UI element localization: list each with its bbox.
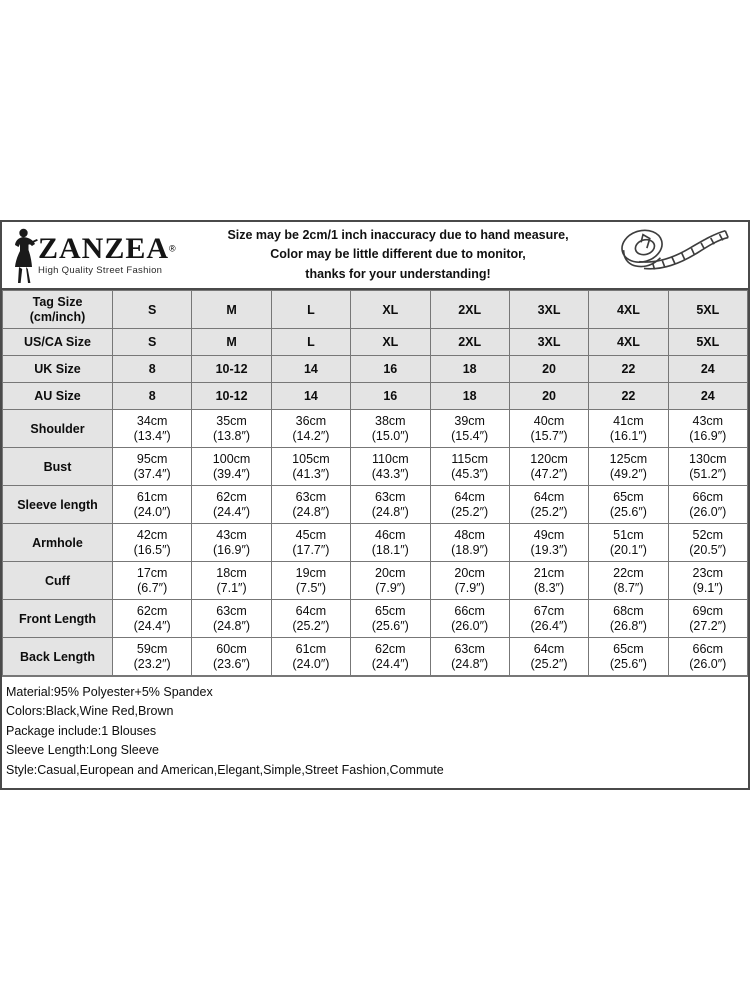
size-table-body	[3, 291, 748, 676]
value-inch: (15.0″)	[371, 428, 409, 443]
value-inch: (49.2″)	[609, 466, 647, 481]
row-label-cuff: Cuff	[3, 562, 113, 600]
cell-au-2xl: 18	[430, 383, 509, 410]
value-inch: (27.2″)	[689, 618, 727, 633]
value-inch: (8.3″)	[533, 580, 565, 595]
registered-trademark-icon: ®	[169, 243, 176, 254]
row-label-front-length: Front Length	[3, 600, 113, 638]
brand-logo-text	[38, 234, 176, 276]
value-cm: 63cm	[295, 489, 327, 504]
row-label-line-1: Tag Size	[32, 294, 83, 309]
value-cm: 22cm	[613, 565, 644, 580]
cell-shoulder-4xl	[589, 410, 668, 448]
cell-uk-5xl: 24	[668, 356, 747, 383]
value-inch: (26.0″)	[451, 618, 489, 633]
cell-cuff-5xl	[668, 562, 747, 600]
row-label-au-size: AU Size	[3, 383, 113, 410]
cell-bust-5xl	[668, 448, 747, 486]
value-inch: (7.9″)	[454, 580, 485, 595]
row-label-armhole: Armhole	[3, 524, 113, 562]
value-inch: (23.6″)	[213, 656, 251, 671]
cell-us-ca-3xl: 3XL	[509, 329, 588, 356]
value-inch: (37.4″)	[133, 466, 171, 481]
cell-cuff-m	[192, 562, 271, 600]
brand-wordmark: ZANZEA	[38, 232, 170, 265]
value-inch: (16.9″)	[689, 428, 727, 443]
value-cm: 43cm	[692, 413, 724, 428]
value-inch: (25.2″)	[451, 504, 489, 519]
cell-front-s	[113, 600, 192, 638]
cell-front-m	[192, 600, 271, 638]
spec-package: Package include:1 Blouses	[6, 723, 157, 738]
value-cm: 46cm	[375, 527, 406, 542]
cell-shoulder-2xl	[430, 410, 509, 448]
value-cm: 100cm	[212, 451, 251, 466]
cell-armhole-m	[192, 524, 271, 562]
value-cm: 43cm	[216, 527, 247, 542]
cell-bust-xl	[351, 448, 430, 486]
value-cm: 20cm	[454, 565, 485, 580]
cell-bust-m	[192, 448, 271, 486]
cell-us-ca-5xl: 5XL	[668, 329, 747, 356]
value-inch: (25.6″)	[609, 656, 647, 671]
value-cm: 45cm	[295, 527, 327, 542]
cell-shoulder-3xl	[509, 410, 588, 448]
value-inch: (15.7″)	[530, 428, 568, 443]
row-label-tag-size	[3, 291, 113, 329]
cell-back-xl	[351, 638, 430, 676]
value-cm: 63cm	[375, 489, 406, 504]
cell-au-5xl: 24	[668, 383, 747, 410]
value-cm: 62cm	[136, 603, 168, 618]
cell-sleeve-m	[192, 486, 271, 524]
cell-armhole-s	[113, 524, 192, 562]
value-inch: (18.1″)	[371, 542, 409, 557]
row-label-uk-size: UK Size	[3, 356, 113, 383]
value-cm: 23cm	[692, 565, 724, 580]
value-inch: (51.2″)	[689, 466, 727, 481]
table-row-shoulder	[3, 410, 748, 448]
value-inch: (14.2″)	[292, 428, 330, 443]
value-inch: (6.7″)	[137, 580, 168, 595]
value-inch: (39.4″)	[213, 466, 251, 481]
cell-back-3xl	[509, 638, 588, 676]
cell-uk-xl: 16	[351, 356, 430, 383]
value-cm: 120cm	[530, 451, 568, 466]
value-inch: (13.4″)	[133, 428, 171, 443]
value-cm: 61cm	[295, 641, 327, 656]
table-row-armhole	[3, 524, 748, 562]
cell-cuff-2xl	[430, 562, 509, 600]
table-row-us-ca-size	[3, 329, 748, 356]
value-inch: (24.8″)	[292, 504, 330, 519]
row-label-sleeve-length: Sleeve length	[3, 486, 113, 524]
row-label-back-length: Back Length	[3, 638, 113, 676]
cell-bust-l	[271, 448, 350, 486]
value-inch: (24.0″)	[292, 656, 330, 671]
table-row-bust	[3, 448, 748, 486]
row-label-line-2: (cm/inch)	[29, 309, 86, 324]
cell-us-ca-m: M	[192, 329, 271, 356]
row-label-us-ca-size: US/CA Size	[3, 329, 113, 356]
value-cm: 64cm	[533, 641, 565, 656]
value-cm: 69cm	[692, 603, 724, 618]
cell-uk-m: 10-12	[192, 356, 271, 383]
row-label-shoulder: Shoulder	[3, 410, 113, 448]
value-cm: 34cm	[136, 413, 168, 428]
value-cm: 52cm	[692, 527, 724, 542]
cell-cuff-xl	[351, 562, 430, 600]
value-cm: 35cm	[216, 413, 247, 428]
cell-sleeve-4xl	[589, 486, 668, 524]
cell-au-3xl: 20	[509, 383, 588, 410]
value-cm: 41cm	[613, 413, 644, 428]
value-inch: (20.5″)	[689, 542, 727, 557]
cell-sleeve-5xl	[668, 486, 747, 524]
brand-logo	[2, 227, 198, 283]
value-cm: 95cm	[136, 451, 168, 466]
value-cm: 63cm	[216, 603, 247, 618]
cell-bust-s	[113, 448, 192, 486]
cell-armhole-5xl	[668, 524, 747, 562]
cell-back-s	[113, 638, 192, 676]
cell-us-ca-4xl: 4XL	[589, 329, 668, 356]
cell-au-m: 10-12	[192, 383, 271, 410]
cell-armhole-4xl	[589, 524, 668, 562]
value-cm: 115cm	[451, 451, 488, 466]
value-cm: 61cm	[136, 489, 168, 504]
value-inch: (25.2″)	[530, 656, 568, 671]
value-inch: (16.9″)	[213, 542, 251, 557]
product-specs	[2, 676, 748, 788]
cell-cuff-4xl	[589, 562, 668, 600]
cell-us-ca-2xl: 2XL	[430, 329, 509, 356]
value-cm: 62cm	[375, 641, 406, 656]
table-row-cuff	[3, 562, 748, 600]
cell-back-4xl	[589, 638, 668, 676]
cell-tag-size-3xl: 3XL	[509, 291, 588, 329]
cell-front-5xl	[668, 600, 747, 638]
cell-back-2xl	[430, 638, 509, 676]
cell-sleeve-3xl	[509, 486, 588, 524]
table-row-back-length	[3, 638, 748, 676]
value-inch: (13.8″)	[213, 428, 251, 443]
cell-front-xl	[351, 600, 430, 638]
cell-bust-4xl	[589, 448, 668, 486]
value-cm: 21cm	[533, 565, 565, 580]
disclaimer-line-3: thanks for your understanding!	[305, 266, 491, 281]
row-label-bust: Bust	[3, 448, 113, 486]
cell-shoulder-5xl	[668, 410, 747, 448]
value-cm: 130cm	[689, 451, 727, 466]
value-inch: (47.2″)	[530, 466, 568, 481]
cell-uk-s: 8	[113, 356, 192, 383]
value-cm: 68cm	[613, 603, 644, 618]
cell-au-l: 14	[271, 383, 350, 410]
cell-sleeve-l	[271, 486, 350, 524]
value-inch: (8.7″)	[613, 580, 644, 595]
cell-tag-size-xl: XL	[351, 291, 430, 329]
value-inch: (24.4″)	[213, 504, 251, 519]
cell-cuff-s	[113, 562, 192, 600]
value-cm: 64cm	[533, 489, 565, 504]
cell-us-ca-s: S	[113, 329, 192, 356]
value-inch: (25.6″)	[371, 618, 409, 633]
value-inch: (15.4″)	[451, 428, 489, 443]
cell-tag-size-m: M	[192, 291, 271, 329]
chart-banner	[2, 222, 748, 290]
value-inch: (7.5″)	[295, 580, 326, 595]
value-inch: (7.9″)	[375, 580, 406, 595]
table-row-au-size	[3, 383, 748, 410]
cell-uk-3xl: 20	[509, 356, 588, 383]
value-cm: 64cm	[295, 603, 327, 618]
cell-sleeve-s	[113, 486, 192, 524]
value-cm: 60cm	[216, 641, 247, 656]
cell-us-ca-xl: XL	[351, 329, 430, 356]
value-inch: (43.3″)	[371, 466, 409, 481]
value-inch: (24.8″)	[451, 656, 489, 671]
cell-uk-l: 14	[271, 356, 350, 383]
cell-tag-size-4xl: 4XL	[589, 291, 668, 329]
cell-au-xl: 16	[351, 383, 430, 410]
cell-shoulder-l	[271, 410, 350, 448]
value-cm: 63cm	[454, 641, 485, 656]
cell-back-l	[271, 638, 350, 676]
value-cm: 20cm	[375, 565, 406, 580]
spec-colors: Colors:Black,Wine Red,Brown	[6, 704, 174, 719]
woman-silhouette-icon	[10, 227, 40, 283]
value-inch: (26.4″)	[530, 618, 568, 633]
table-row-tag-size	[3, 291, 748, 329]
value-cm: 38cm	[375, 413, 406, 428]
value-cm: 62cm	[216, 489, 247, 504]
value-inch: (24.8″)	[371, 504, 409, 519]
value-cm: 65cm	[375, 603, 406, 618]
value-inch: (7.1″)	[216, 580, 247, 595]
value-inch: (9.1″)	[692, 580, 723, 595]
table-row-sleeve-length	[3, 486, 748, 524]
value-cm: 59cm	[136, 641, 168, 656]
value-inch: (26.8″)	[609, 618, 647, 633]
value-cm: 17cm	[136, 565, 168, 580]
value-cm: 125cm	[609, 451, 648, 466]
value-cm: 51cm	[613, 527, 644, 542]
value-inch: (20.1″)	[609, 542, 647, 557]
cell-armhole-2xl	[430, 524, 509, 562]
value-cm: 66cm	[692, 489, 724, 504]
spec-sleeve-length: Sleeve Length:Long Sleeve	[6, 743, 159, 758]
spec-style: Style:Casual,European and American,Elegant,Simple,Street Fashion,Commute	[6, 762, 444, 777]
cell-armhole-xl	[351, 524, 430, 562]
cell-bust-3xl	[509, 448, 588, 486]
value-cm: 48cm	[454, 527, 485, 542]
cell-tag-size-s: S	[113, 291, 192, 329]
cell-tag-size-l: L	[271, 291, 350, 329]
cell-front-l	[271, 600, 350, 638]
cell-sleeve-2xl	[430, 486, 509, 524]
value-inch: (41.3″)	[292, 466, 330, 481]
value-cm: 105cm	[292, 451, 330, 466]
cell-back-m	[192, 638, 271, 676]
value-cm: 65cm	[613, 641, 644, 656]
table-row-uk-size	[3, 356, 748, 383]
measurement-disclaimer	[198, 226, 598, 284]
cell-armhole-l	[271, 524, 350, 562]
value-cm: 18cm	[216, 565, 247, 580]
cell-bust-2xl	[430, 448, 509, 486]
value-inch: (18.9″)	[451, 542, 489, 557]
value-inch: (24.0″)	[133, 504, 171, 519]
value-inch: (26.0″)	[689, 656, 727, 671]
cell-shoulder-s	[113, 410, 192, 448]
cell-uk-2xl: 18	[430, 356, 509, 383]
value-inch: (25.2″)	[292, 618, 330, 633]
size-chart-card	[0, 220, 750, 790]
value-inch: (25.6″)	[609, 504, 647, 519]
cell-front-4xl	[589, 600, 668, 638]
value-cm: 19cm	[295, 565, 327, 580]
cell-us-ca-l: L	[271, 329, 350, 356]
value-cm: 42cm	[136, 527, 168, 542]
cell-shoulder-m	[192, 410, 271, 448]
table-row-front-length	[3, 600, 748, 638]
value-inch: (19.3″)	[530, 542, 568, 557]
value-cm: 66cm	[454, 603, 485, 618]
value-inch: (45.3″)	[451, 466, 489, 481]
cell-tag-size-5xl: 5XL	[668, 291, 747, 329]
disclaimer-line-2: Color may be little different due to monitor,	[270, 247, 526, 262]
spec-material: Material:95% Polyester+5% Spandex	[6, 685, 213, 699]
value-inch: (24.8″)	[213, 618, 251, 633]
cell-cuff-l	[271, 562, 350, 600]
value-inch: (16.5″)	[133, 542, 171, 557]
value-cm: 40cm	[533, 413, 565, 428]
brand-tagline: High Quality Street Fashion	[38, 265, 163, 276]
value-cm: 36cm	[295, 413, 327, 428]
cell-au-4xl: 22	[589, 383, 668, 410]
value-cm: 66cm	[692, 641, 724, 656]
value-cm: 67cm	[533, 603, 565, 618]
value-cm: 65cm	[613, 489, 644, 504]
value-cm: 39cm	[454, 413, 485, 428]
cell-front-3xl	[509, 600, 588, 638]
value-cm: 64cm	[454, 489, 485, 504]
value-inch: (17.7″)	[292, 542, 330, 557]
size-table	[2, 290, 748, 676]
cell-front-2xl	[430, 600, 509, 638]
value-inch: (24.4″)	[133, 618, 171, 633]
value-inch: (23.2″)	[133, 656, 171, 671]
cell-au-s: 8	[113, 383, 192, 410]
value-cm: 49cm	[533, 527, 565, 542]
value-inch: (25.2″)	[530, 504, 568, 519]
cell-sleeve-xl	[351, 486, 430, 524]
cell-back-5xl	[668, 638, 747, 676]
cell-armhole-3xl	[509, 524, 588, 562]
cell-shoulder-xl	[351, 410, 430, 448]
value-inch: (24.4″)	[371, 656, 409, 671]
disclaimer-line-1: Size may be 2cm/1 inch inaccuracy due to hand measure,	[227, 227, 569, 242]
cell-cuff-3xl	[509, 562, 588, 600]
value-inch: (16.1″)	[609, 428, 647, 443]
tape-illustration	[598, 223, 748, 288]
value-inch: (26.0″)	[689, 504, 727, 519]
measuring-tape-icon	[610, 223, 736, 288]
cell-tag-size-2xl: 2XL	[430, 291, 509, 329]
cell-uk-4xl: 22	[589, 356, 668, 383]
value-cm: 110cm	[372, 451, 409, 466]
